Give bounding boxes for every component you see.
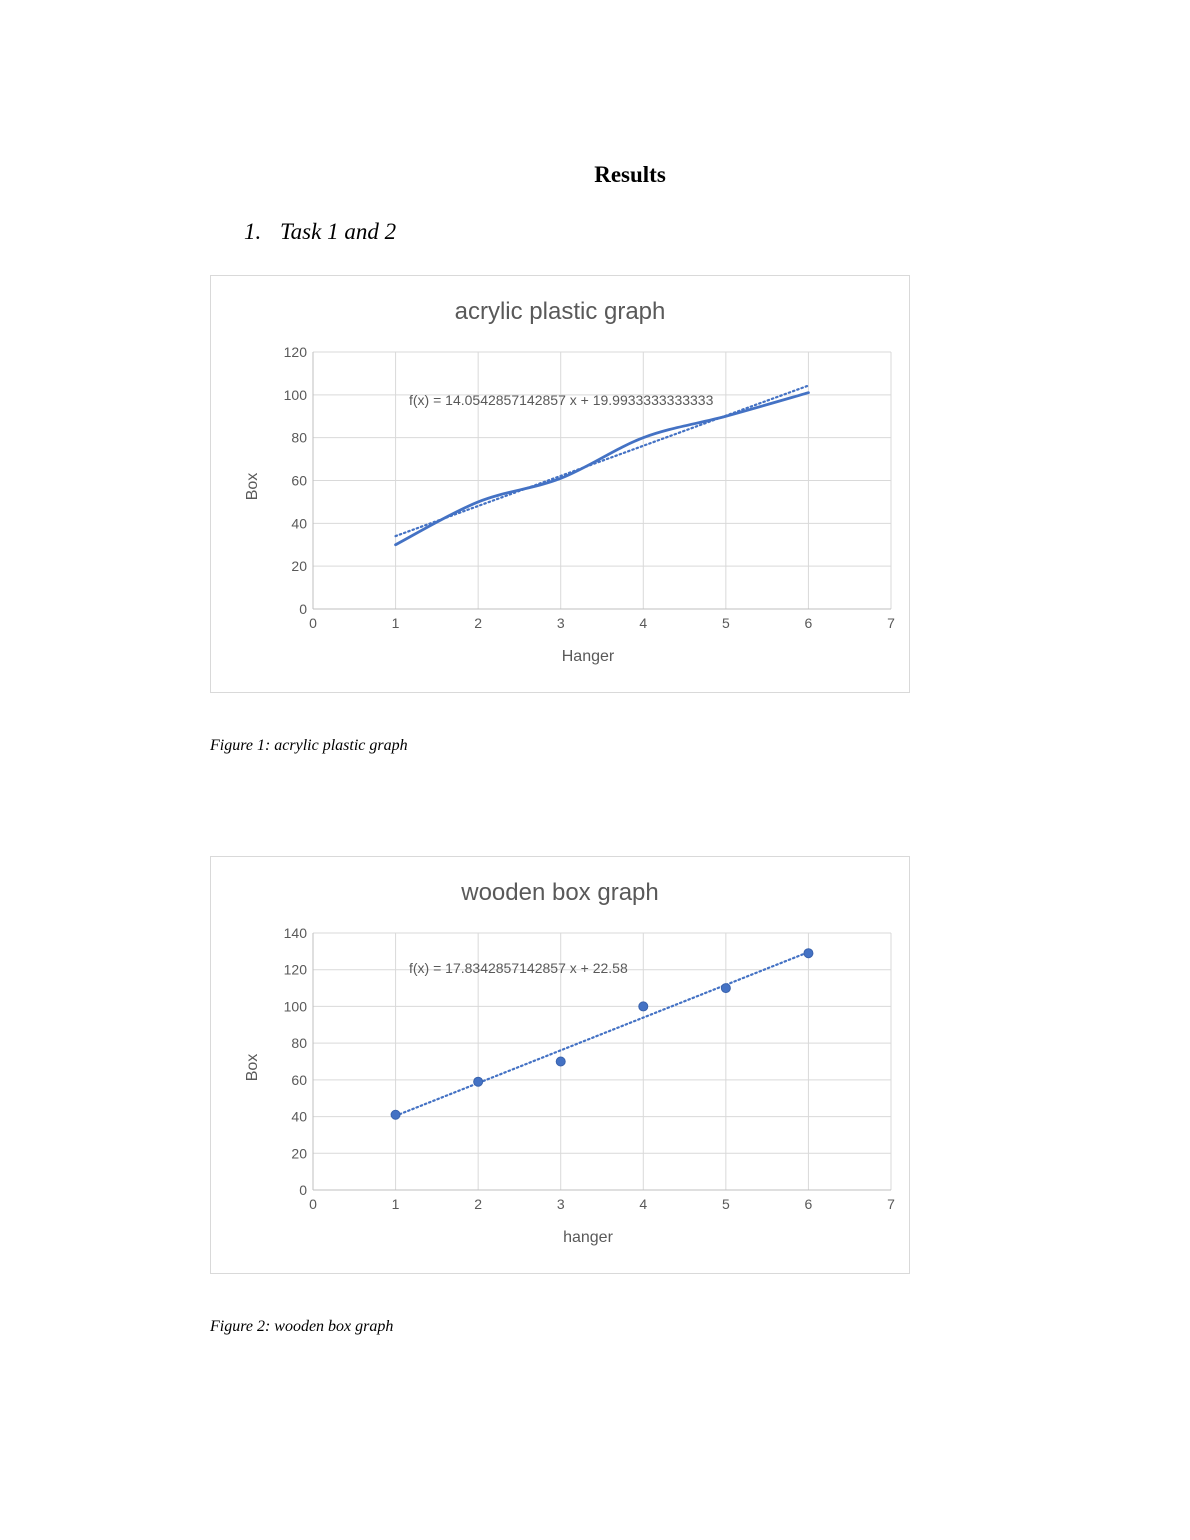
chart1-y-tick-label: 40	[291, 1108, 307, 1125]
chart0-y-axis-title: Box	[244, 472, 261, 501]
chart1-x-tick-label: 1	[391, 1196, 400, 1212]
chart0-trendline	[396, 386, 809, 536]
wooden-chart-svg	[211, 857, 909, 1273]
chart0-y-tick-label: 60	[291, 472, 307, 489]
chart0-y-tick-label: 120	[283, 344, 307, 360]
chart1-title: wooden box graph	[461, 879, 659, 906]
chart1-y-axis-title: Box	[244, 1053, 261, 1082]
chart1-data-point	[474, 1077, 483, 1086]
chart1-x-tick-label: 7	[887, 1196, 895, 1212]
chart1-y-tick-label: 0	[299, 1182, 307, 1198]
task-list-item	[244, 219, 396, 245]
chart1-trendline-equation: f(x) = 17.8342857142857 x + 22.58	[409, 960, 628, 976]
chart1-y-tick-label: 20	[291, 1145, 307, 1162]
chart1-data-point	[721, 984, 730, 993]
chart1-x-tick-label: 5	[721, 1196, 730, 1212]
chart1-data-point	[556, 1057, 565, 1066]
list-number: 1.	[244, 219, 262, 244]
acrylic-chart	[210, 275, 910, 693]
chart0-x-tick-label: 2	[474, 615, 483, 631]
chart1-trendline	[396, 952, 809, 1116]
chart0-x-tick-label: 6	[804, 615, 813, 631]
chart0-x-tick-label: 5	[721, 615, 730, 631]
chart0-trendline-equation: f(x) = 14.0542857142857 x + 19.9933333333333	[409, 392, 714, 408]
chart0-y-tick-label: 100	[283, 386, 307, 403]
chart1-y-tick-label: 100	[283, 998, 307, 1015]
chart1-data-point	[639, 1002, 648, 1011]
chart0-x-tick-label: 0	[309, 615, 317, 631]
chart0-series-line	[396, 393, 809, 545]
chart1-x-tick-label: 3	[556, 1196, 565, 1212]
chart1-y-tick-label: 120	[283, 961, 307, 978]
figure-1-caption: Figure 1: acrylic plastic graph	[210, 737, 408, 754]
acrylic-chart-svg	[211, 276, 909, 692]
chart1-y-tick-label: 140	[283, 925, 307, 941]
chart1-y-tick-label: 80	[291, 1035, 307, 1052]
chart0-y-tick-label: 0	[299, 601, 307, 617]
chart1-x-tick-label: 2	[474, 1196, 483, 1212]
list-text: Task 1 and 2	[280, 219, 397, 244]
chart0-x-tick-label: 3	[556, 615, 565, 631]
chart1-y-tick-label: 60	[291, 1071, 307, 1088]
chart1-x-tick-label: 6	[804, 1196, 813, 1212]
chart0-y-tick-label: 40	[291, 515, 307, 532]
chart1-x-axis-title: hanger	[563, 1229, 613, 1246]
figure-2-caption: Figure 2: wooden box graph	[210, 1318, 394, 1335]
chart1-data-point	[391, 1110, 400, 1119]
chart1-x-tick-label: 0	[309, 1196, 317, 1212]
chart0-title: acrylic plastic graph	[454, 298, 666, 325]
chart0-x-axis-title: Hanger	[561, 648, 615, 665]
chart0-x-tick-label: 1	[391, 615, 400, 631]
chart0-x-tick-label: 7	[887, 615, 895, 631]
chart0-x-tick-label: 4	[639, 615, 648, 631]
wooden-chart	[210, 856, 910, 1274]
chart0-y-tick-label: 20	[291, 558, 307, 575]
results-heading: Results	[594, 162, 666, 187]
chart0-y-tick-label: 80	[291, 429, 307, 446]
chart1-data-point	[804, 949, 813, 958]
chart1-x-tick-label: 4	[639, 1196, 648, 1212]
